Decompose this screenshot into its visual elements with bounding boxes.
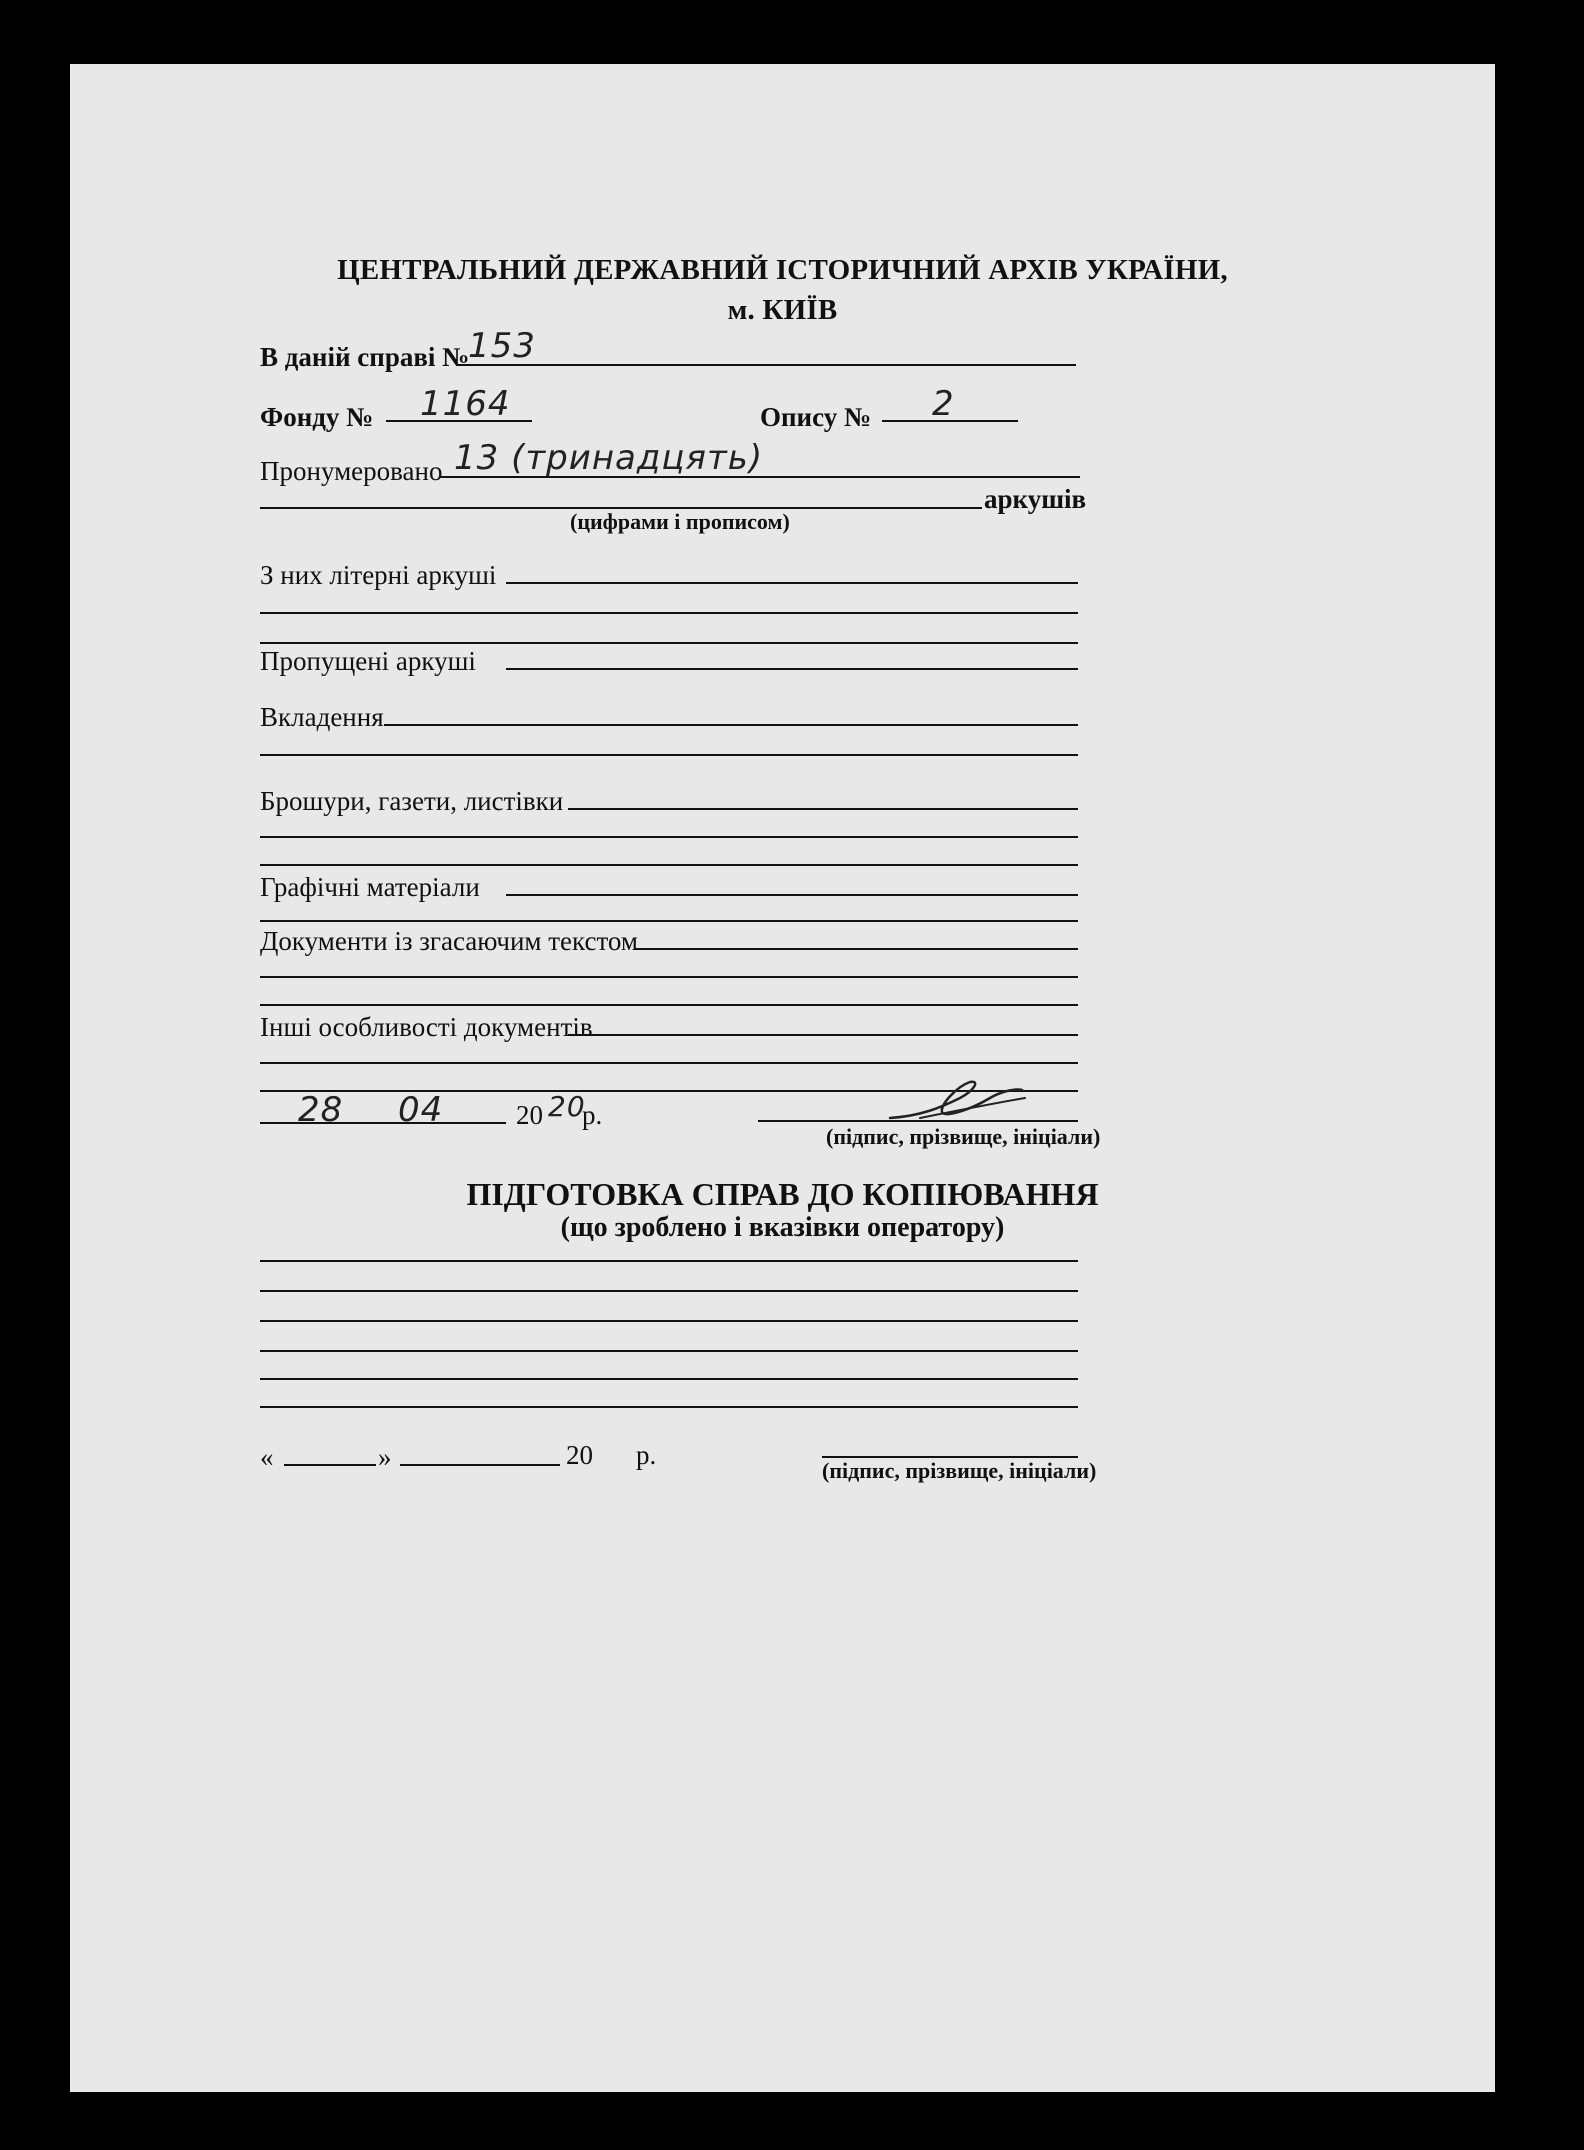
graphics-line (506, 894, 1078, 896)
other-features-label: Інші особливості документів (260, 1012, 593, 1042)
date-year-suffix: 20 (548, 1090, 586, 1123)
opys-value: 2 (932, 384, 955, 424)
letter-sheets-line (506, 582, 1078, 584)
date-line (260, 1122, 506, 1124)
letter-sheets-label: З них літерні аркуші (260, 560, 497, 590)
fond-value: 1164 (420, 384, 511, 424)
other-features-line (568, 1034, 1078, 1036)
blank-date-r: р. (636, 1440, 657, 1470)
copying-line5 (260, 1378, 1078, 1380)
sheets-suffix: аркушів (984, 484, 1087, 514)
graphics-label: Графічні матеріали (260, 872, 480, 902)
attachments-label: Вкладення (260, 702, 384, 732)
copying-line6 (260, 1406, 1078, 1408)
form-sheet (70, 64, 1495, 2092)
copying-line4 (260, 1350, 1078, 1352)
brochures-line (568, 808, 1078, 810)
letter-sheets-line2 (260, 612, 1078, 614)
fading-text-line (634, 948, 1078, 950)
copying-subtitle: (що зроблено і вказівки оператору) (560, 1212, 1005, 1243)
date-r: р. (582, 1100, 603, 1130)
blank-date-month-line (400, 1464, 560, 1466)
brochures-label: Брошури, газети, листівки (260, 786, 564, 816)
signature-caption2: (підпис, прізвище, ініціали) (822, 1458, 1097, 1483)
numbered-hint: (цифрами і прописом) (570, 509, 790, 534)
fond-label: Фонду № (260, 402, 374, 432)
numbered-value: 13 (тринадцять) (454, 438, 764, 478)
copying-line2 (260, 1290, 1078, 1292)
archive-title-line2: м. КИЇВ (727, 294, 838, 326)
blank-date-day-line (284, 1464, 376, 1466)
letter-sheets-line3 (260, 642, 1078, 644)
blank-date-year: 20 (566, 1440, 593, 1470)
signature-image (880, 1068, 1030, 1128)
attachments-line2 (260, 754, 1078, 756)
fading-text-line3 (260, 1004, 1078, 1006)
brochures-line2 (260, 836, 1078, 838)
case-number-value: 153 (468, 326, 536, 366)
graphics-line2 (260, 920, 1078, 922)
copying-title: ПІДГОТОВКА СПРАВ ДО КОПІЮВАННЯ (466, 1176, 1099, 1212)
missing-sheets-label: Пропущені аркуші (260, 646, 476, 676)
missing-sheets-line (506, 668, 1078, 670)
copying-line3 (260, 1320, 1078, 1322)
blank-date-open-quote: « (260, 1442, 274, 1472)
case-number-line (456, 364, 1076, 366)
date-month: 04 (398, 1090, 444, 1130)
case-number-label: В даній справі № (260, 342, 470, 372)
brochures-line3 (260, 864, 1078, 866)
archive-title-line1: ЦЕНТРАЛЬНИЙ ДЕРЖАВНИЙ ІСТОРИЧНИЙ АРХІВ УКРАЇНИ, (337, 254, 1228, 286)
fading-text-line2 (260, 976, 1078, 978)
date-year-prefix: 20 (516, 1100, 543, 1130)
fading-text-label: Документи із згасаючим текстом (260, 926, 638, 956)
blank-date-close-quote: » (378, 1442, 392, 1472)
copying-line1 (260, 1260, 1078, 1262)
attachments-line (384, 724, 1078, 726)
date-day: 28 (298, 1090, 344, 1130)
opys-label: Опису № (760, 402, 872, 432)
other-features-line2 (260, 1062, 1078, 1064)
signature-caption: (підпис, прізвище, ініціали) (826, 1124, 1101, 1149)
numbered-label: Пронумеровано (260, 456, 443, 486)
